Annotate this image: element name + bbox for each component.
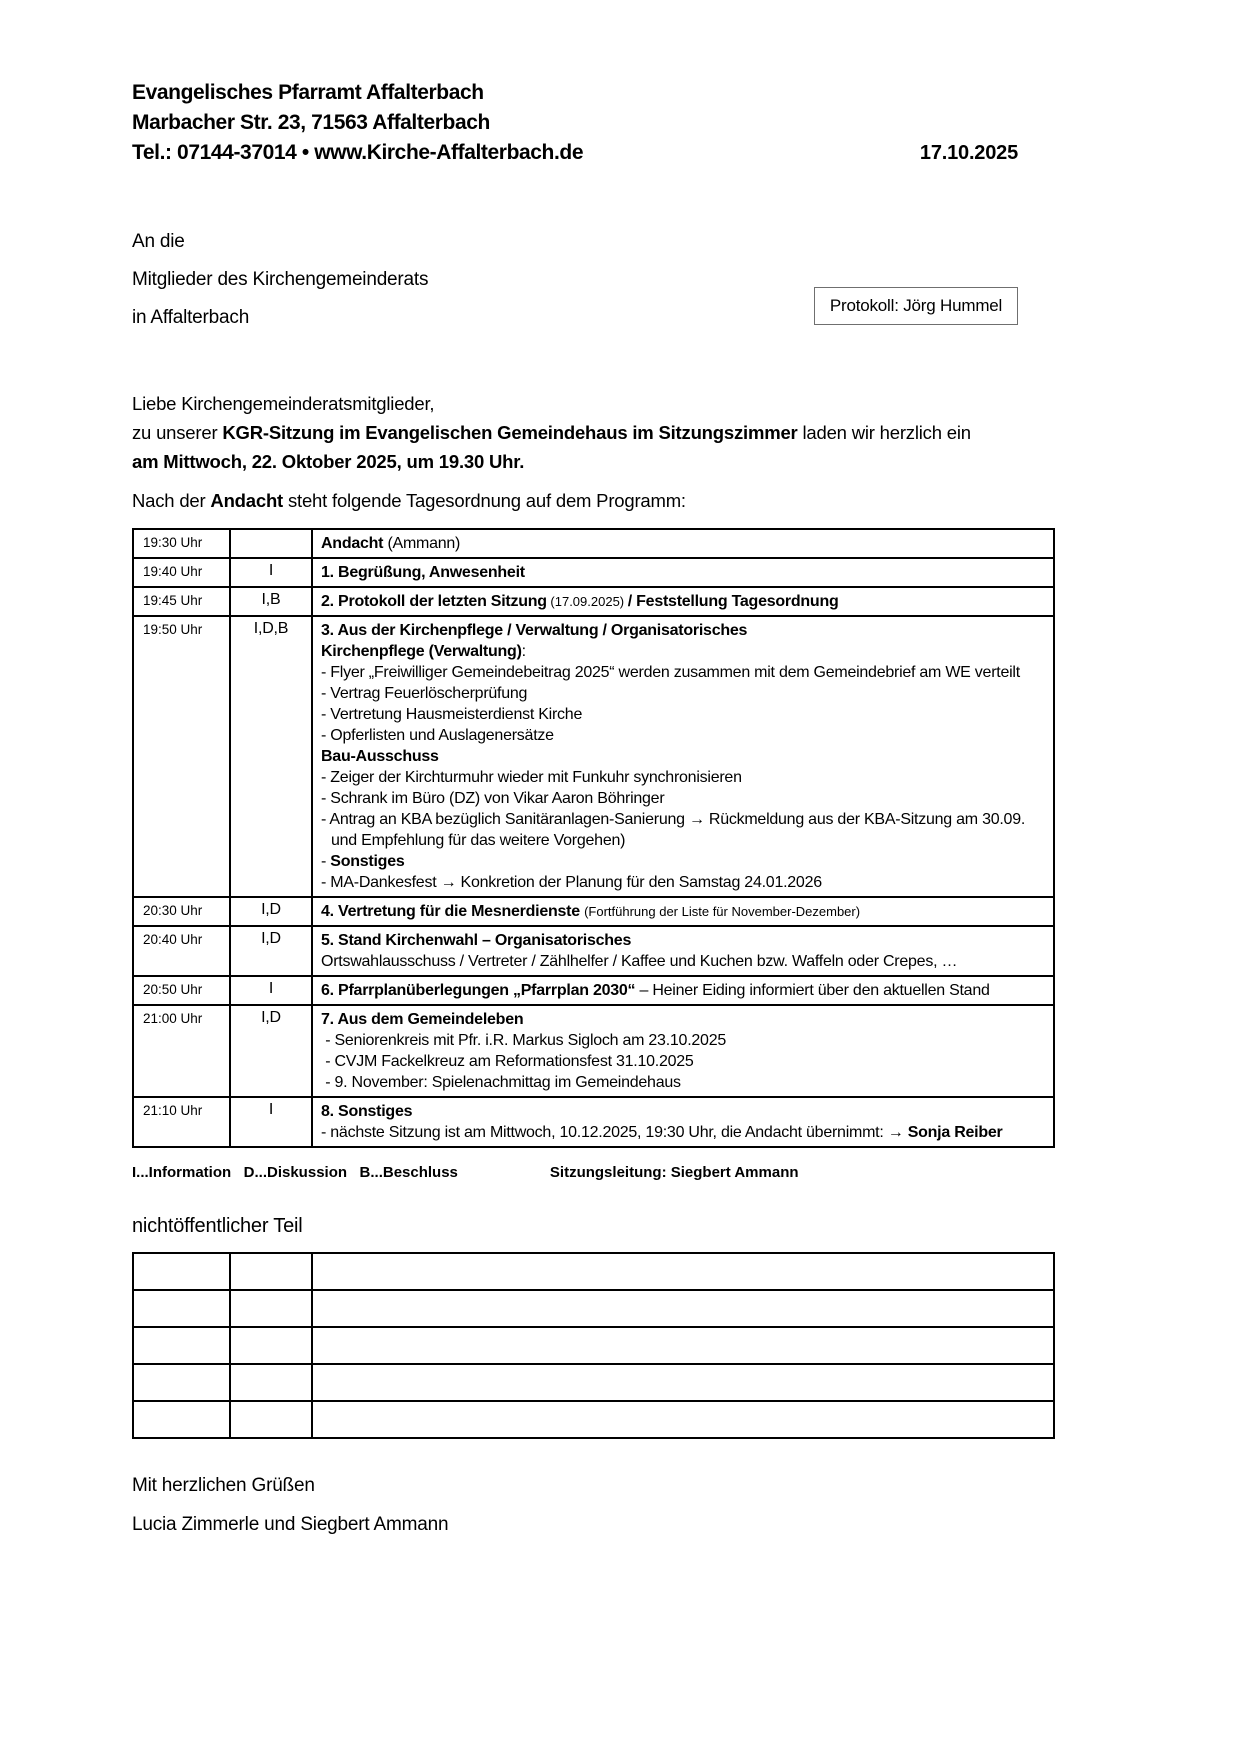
agenda-table-body xyxy=(133,529,1054,1147)
agenda-content-cell xyxy=(312,897,1054,926)
sender-line-3: Tel.: 07144-37014 • www.Kirche-Affalterbach.de xyxy=(132,141,584,164)
agenda-text-segment: - nächste Sitzung ist am Mittwoch, 10.12.2025, 19:30 Uhr, die Andacht übernimmt: → xyxy=(321,1124,908,1141)
closing-greeting: Mit herzlichen Grüßen xyxy=(132,1475,315,1496)
agenda-text-segment: - CVJM Fackelkreuz am Reformationsfest 31.10.2025 xyxy=(321,1053,694,1070)
agenda-line xyxy=(321,767,1047,788)
agenda-line xyxy=(321,704,1047,725)
agenda-time-cell: 19:30 Uhr xyxy=(133,529,230,558)
agenda-type-cell: I,B xyxy=(230,587,312,616)
agenda-type-cell: I,D xyxy=(230,1005,312,1097)
nonpublic-empty-cell xyxy=(230,1290,312,1327)
agenda-line xyxy=(321,746,1047,767)
agenda-text-segment: 2. Protokoll der letzten Sitzung xyxy=(321,593,547,610)
nonpublic-empty-cell xyxy=(133,1364,230,1401)
agenda-row xyxy=(133,926,1054,976)
agenda-line xyxy=(321,1030,1047,1051)
agenda-line xyxy=(321,980,1047,1001)
sender-line-2: Marbacher Str. 23, 71563 Affalterbach xyxy=(132,111,490,134)
agenda-content-cell xyxy=(312,1005,1054,1097)
agenda-time-cell: 19:45 Uhr xyxy=(133,587,230,616)
agenda-row xyxy=(133,558,1054,587)
agenda-type-cell: I,D xyxy=(230,926,312,976)
agenda-line xyxy=(321,533,1047,554)
agenda-text-segment: : xyxy=(521,643,526,660)
nonpublic-empty-cell xyxy=(230,1253,312,1290)
agenda-text-segment: - Flyer „Freiwilliger Gemeindebeitrag 2025“ werden zusammen mit dem Gemeindebrief am WE verteilt xyxy=(321,664,1020,681)
letter-date: 17.10.2025 xyxy=(919,142,1018,164)
intro-paragraph xyxy=(132,389,1018,476)
agenda-row xyxy=(133,897,1054,926)
agenda-text-segment: (17.09.2025) xyxy=(546,594,628,609)
agenda-line xyxy=(321,830,1047,851)
agenda-table xyxy=(132,528,1055,1148)
agenda-line xyxy=(321,641,1047,662)
agenda-line xyxy=(321,1051,1047,1072)
nonpublic-empty-cell xyxy=(312,1364,1054,1401)
nonpublic-empty-cell xyxy=(133,1290,230,1327)
agenda-line xyxy=(321,725,1047,746)
nonpublic-empty-cell xyxy=(312,1327,1054,1364)
agenda-row xyxy=(133,1005,1054,1097)
agenda-text-segment: - Schrank im Büro (DZ) von Vikar Aaron Böhringer xyxy=(321,790,665,807)
agenda-line xyxy=(321,662,1047,683)
agenda-line xyxy=(321,872,1047,893)
agenda-type-cell: I xyxy=(230,1097,312,1147)
agenda-content-cell xyxy=(312,976,1054,1005)
agenda-type-cell: I xyxy=(230,976,312,1005)
agenda-text-segment: 6. Pfarrplanüberlegungen „Pfarrplan 2030“ xyxy=(321,982,636,999)
recipient-line-3: in Affalterbach xyxy=(132,307,250,328)
agenda-line xyxy=(321,1072,1047,1093)
legend-leader: Sitzungsleitung: Siegbert Ammann xyxy=(549,1164,799,1181)
agenda-type-cell xyxy=(230,529,312,558)
agenda-time-cell: 20:40 Uhr xyxy=(133,926,230,976)
agenda-text-segment: 4. Vertretung für die Mesnerdienste xyxy=(321,903,585,920)
nonpublic-empty-cell xyxy=(133,1253,230,1290)
recipient-line-1: An die xyxy=(132,231,185,252)
agenda-content-cell xyxy=(312,1097,1054,1147)
agenda-line xyxy=(321,809,1047,830)
sender-line-1: Evangelisches Pfarramt Affalterbach xyxy=(132,81,484,104)
nonpublic-empty-cell xyxy=(312,1253,1054,1290)
agenda-line xyxy=(321,951,1047,972)
agenda-text-segment: - Seniorenkreis mit Pfr. i.R. Markus Sigloch am 23.10.2025 xyxy=(321,1032,726,1049)
agenda-content-cell xyxy=(312,529,1054,558)
agenda-type-cell: I,D xyxy=(230,897,312,926)
invite-datetime: am Mittwoch, 22. Oktober 2025, um 19.30 Uhr. xyxy=(132,451,525,472)
agenda-line xyxy=(321,1122,1047,1143)
agenda-text-segment: – Heiner Eiding informiert über den aktuellen Stand xyxy=(635,982,990,999)
agenda-text-segment: 1. Begrüßung, Anwesenheit xyxy=(321,564,525,581)
agenda-type-cell: I xyxy=(230,558,312,587)
agenda-text-segment: Sonja Reiber xyxy=(907,1124,1003,1141)
agenda-row xyxy=(133,587,1054,616)
agenda-time-cell: 20:30 Uhr xyxy=(133,897,230,926)
agenda-text-segment: - xyxy=(321,853,331,870)
agenda-text-segment: 3. Aus der Kirchenpflege / Verwaltung / Organisatorisches xyxy=(321,622,748,639)
protokoll-box-label: Protokoll: Jörg Hummel xyxy=(829,296,1003,315)
agenda-line xyxy=(321,1009,1047,1030)
nonpublic-row xyxy=(133,1290,1054,1327)
agenda-text-segment: 7. Aus dem Gemeindeleben xyxy=(321,1011,524,1028)
agenda-line xyxy=(321,591,1047,612)
agenda-content-cell xyxy=(312,616,1054,897)
invite-line xyxy=(132,418,1018,447)
nonpublic-empty-cell xyxy=(230,1364,312,1401)
agenda-lead-prefix: Nach der xyxy=(132,490,211,511)
agenda-text-segment: - MA-Dankesfest → Konkretion der Planung für den Samstag 24.01.2026 xyxy=(321,874,822,891)
protokoll-box xyxy=(814,287,1018,325)
agenda-type-cell: I,D,B xyxy=(230,616,312,897)
agenda-row xyxy=(133,976,1054,1005)
agenda-content-cell xyxy=(312,558,1054,587)
agenda-text-segment: (Ammann) xyxy=(383,535,461,552)
agenda-row xyxy=(133,1097,1054,1147)
invite-bold: KGR-Sitzung im Evangelischen Gemeindehaus im Sitzungszimmer xyxy=(222,422,798,443)
agenda-time-cell: 21:10 Uhr xyxy=(133,1097,230,1147)
agenda-row xyxy=(133,616,1054,897)
agenda-text-segment: 5. Stand Kirchenwahl – Organisatorisches xyxy=(321,932,632,949)
agenda-text-segment: und Empfehlung für das weitere Vorgehen) xyxy=(331,832,626,849)
agenda-text-segment: Andacht xyxy=(321,535,384,552)
agenda-line xyxy=(321,788,1047,809)
nonpublic-row xyxy=(133,1327,1054,1364)
nonpublic-empty-cell xyxy=(312,1290,1054,1327)
salutation: Liebe Kirchengemeinderatsmitglieder, xyxy=(132,393,435,414)
agenda-line xyxy=(321,901,1047,922)
legend-abbreviations: I...Information D...Diskussion B...Beschluss xyxy=(132,1164,458,1181)
agenda-text-segment: - Zeiger der Kirchturmuhr wieder mit Funkuhr synchronisieren xyxy=(321,769,742,786)
agenda-lead-suffix: steht folgende Tagesordnung auf dem Programm: xyxy=(283,490,686,511)
nonpublic-table xyxy=(132,1252,1055,1439)
agenda-line xyxy=(321,683,1047,704)
closing-signatures: Lucia Zimmerle und Siegbert Ammann xyxy=(132,1514,449,1535)
sender-address xyxy=(132,78,583,168)
agenda-text-segment: 8. Sonstiges xyxy=(321,1103,413,1120)
recipient-line-2: Mitglieder des Kirchengemeinderats xyxy=(132,269,429,290)
agenda-line xyxy=(321,620,1047,641)
agenda-line xyxy=(321,930,1047,951)
agenda-text-segment: / Feststellung Tagesordnung xyxy=(627,593,839,610)
agenda-text-segment: Ortswahlausschuss / Vertreter / Zählhelfer / Kaffee und Kuchen bzw. Waffeln oder Crepes, … xyxy=(321,953,958,970)
agenda-content-cell xyxy=(312,587,1054,616)
agenda-row xyxy=(133,529,1054,558)
recipient-block xyxy=(132,223,1018,341)
agenda-lead-bold: Andacht xyxy=(210,490,284,511)
agenda-text-segment: (Fortführung der Liste für November-Dezember) xyxy=(584,904,861,919)
agenda-text-segment: Bau-Ausschuss xyxy=(321,748,439,765)
agenda-text-segment: - 9. November: Spielenachmittag im Gemeindehaus xyxy=(321,1074,681,1091)
nonpublic-empty-cell xyxy=(133,1327,230,1364)
agenda-line xyxy=(321,562,1047,583)
invite-prefix: zu unserer xyxy=(132,422,223,443)
agenda-text-segment: Kirchenpflege (Verwaltung) xyxy=(321,643,522,660)
agenda-lead-line xyxy=(132,487,1018,515)
agenda-time-cell: 19:40 Uhr xyxy=(133,558,230,587)
agenda-text-segment: - Vertrag Feuerlöscherprüfung xyxy=(321,685,528,702)
nonpublic-row xyxy=(133,1364,1054,1401)
nonpublic-table-body xyxy=(133,1253,1054,1438)
nonpublic-empty-cell xyxy=(230,1401,312,1438)
nonpublic-label: nichtöffentlicher Teil xyxy=(132,1215,303,1237)
nonpublic-empty-cell xyxy=(133,1401,230,1438)
nonpublic-row xyxy=(133,1253,1054,1290)
agenda-time-cell: 20:50 Uhr xyxy=(133,976,230,1005)
agenda-text-segment: - Opferlisten und Auslagenersätze xyxy=(321,727,554,744)
agenda-line xyxy=(321,1101,1047,1122)
nonpublic-row xyxy=(133,1401,1054,1438)
agenda-line xyxy=(321,851,1047,872)
agenda-time-cell: 21:00 Uhr xyxy=(133,1005,230,1097)
invite-suffix: laden wir herzlich ein xyxy=(797,422,971,443)
legend-line xyxy=(132,1164,1018,1181)
agenda-text-segment: - Vertretung Hausmeisterdienst Kirche xyxy=(321,706,583,723)
agenda-text-segment: Sonstiges xyxy=(330,853,405,870)
agenda-text-segment: - Antrag an KBA bezüglich Sanitäranlagen-Sanierung → Rückmeldung aus der KBA-Sitzung am 30.09. xyxy=(321,811,1026,828)
nonpublic-empty-cell xyxy=(312,1401,1054,1438)
letterhead xyxy=(132,78,1018,168)
agenda-time-cell: 19:50 Uhr xyxy=(133,616,230,897)
nonpublic-empty-cell xyxy=(230,1327,312,1364)
agenda-content-cell xyxy=(312,926,1054,976)
